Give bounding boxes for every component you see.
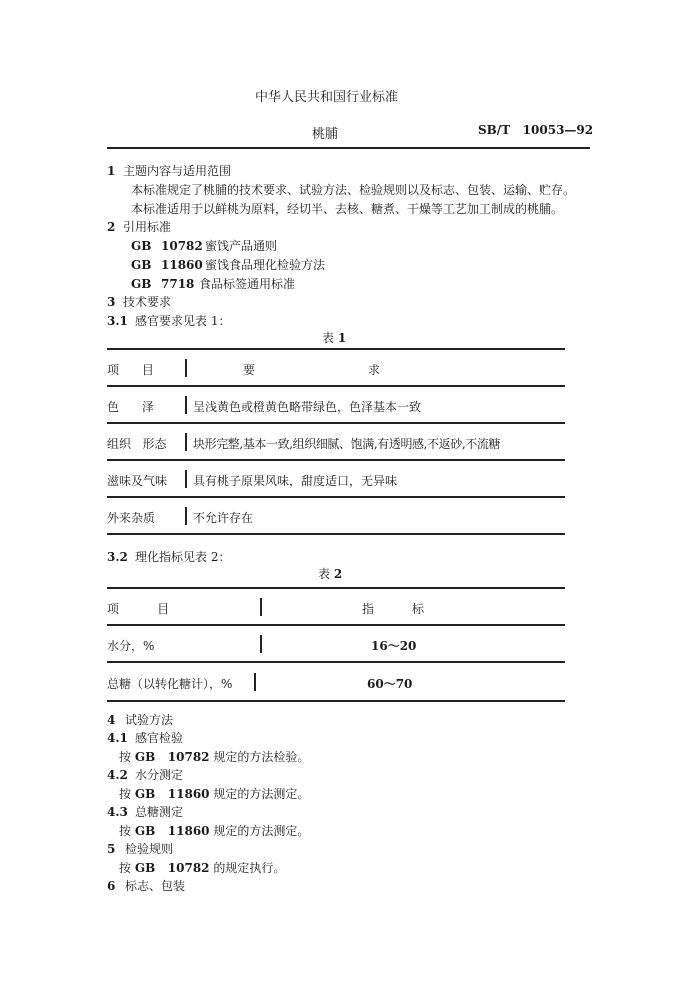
column-divider [254, 673, 256, 691]
section-4-1-body: 按 GB 10782 规定的方法检验。 [119, 750, 310, 764]
section-4-2-body: 按 GB 11860 规定的方法测定。 [119, 787, 310, 801]
standard-code-prefix: SB/T [478, 123, 511, 137]
table-cell-requirement: 块形完整,基本一致,组织细腻、饱满,有透明感,不返砂,不流糖 [193, 437, 501, 451]
reference-item: GB 7718 食品标签通用标准 [131, 277, 296, 291]
column-divider [185, 470, 187, 488]
column-divider [185, 396, 187, 414]
standard-code [478, 123, 593, 137]
column-divider [260, 598, 262, 616]
table-rule [107, 624, 565, 626]
section-3-2-heading: 3.2 理化指标见表 2： [107, 550, 231, 564]
table-cell-requirement: 不允许存在 [193, 511, 254, 525]
table-1-caption: 表 1 [322, 331, 347, 345]
section-4-3-heading: 4.3 总糖测定 [107, 805, 184, 819]
table-2-caption: 表 2 [318, 567, 343, 581]
table-rule [107, 496, 565, 498]
table-rule [107, 661, 565, 663]
section-3-1-heading: 3.1 感官要求见表 1： [107, 314, 231, 328]
table-rule [107, 459, 565, 461]
column-divider [185, 359, 187, 377]
column-divider [185, 433, 187, 451]
table-cell-item: 水分，% [107, 639, 155, 653]
section-4-2-heading: 4.2 水分测定 [107, 768, 184, 782]
table-header-indicator: 标 [412, 602, 425, 616]
table-header-indicator: 指 [362, 602, 375, 616]
table-header-item: 项 目 [107, 602, 170, 616]
table-cell-item: 色 泽 [107, 400, 154, 414]
section-5-heading: 5 检验规则 [107, 842, 174, 856]
section-4-1-heading: 4.1 感官检验 [107, 731, 184, 745]
product-name: 桃脯 [312, 127, 339, 142]
table-cell-value: 16～20 [371, 639, 417, 653]
section-5-body: 按 GB 10782 的规定执行。 [119, 861, 286, 875]
section-4-3-body: 按 GB 11860 规定的方法测定。 [119, 824, 310, 838]
section-2-heading: 2 引用标准 [107, 220, 172, 234]
reference-item: GB 10782 蜜饯产品通则 [131, 239, 278, 253]
table-cell-item: 外来杂质 [107, 511, 156, 525]
table-cell-item: 总糖（以转化糖计），% [107, 677, 233, 691]
table-rule [107, 422, 565, 424]
table-cell-item: 组织 形态 [107, 437, 167, 451]
section-4-heading: 4 试验方法 [107, 713, 174, 727]
table-rule [107, 385, 565, 387]
table-header-item: 项 目 [107, 363, 154, 377]
section-6-heading: 6 标志、包装 [107, 879, 186, 893]
table-cell-requirement: 具有桃子原果风味，甜度适口，无异味 [193, 474, 398, 488]
column-divider [185, 507, 187, 525]
section-1-para-2: 本标准适用于以鲜桃为原料，经切半、去核、糖煮、干燥等工艺加工制成的桃脯。 [131, 202, 564, 216]
header-rule [107, 147, 590, 149]
standard-code-number: 10053—92 [522, 123, 594, 137]
section-3-heading: 3 技术要求 [107, 295, 172, 309]
reference-item: GB 11860 蜜饯食品理化检验方法 [131, 258, 326, 272]
table-rule [107, 348, 565, 350]
table-rule [107, 587, 565, 589]
section-1-para-1: 本标准规定了桃脯的技术要求、试验方法、检验规则以及标志、包装、运输、贮存。 [131, 183, 576, 197]
table-cell-item: 滋味及气味 [107, 474, 168, 488]
table-cell-requirement: 呈浅黄色或橙黄色略带绿色，色泽基本一致 [193, 400, 422, 414]
table-cell-value: 60～70 [367, 677, 413, 691]
section-1-heading: 1 主题内容与适用范围 [107, 164, 232, 178]
table-rule [107, 700, 565, 702]
table-header-requirement: 求 [368, 363, 381, 377]
table-header-requirement: 要 [243, 363, 256, 377]
table-rule [107, 533, 565, 535]
column-divider [260, 635, 262, 653]
document-title: 中华人民共和国行业标准 [255, 90, 399, 105]
